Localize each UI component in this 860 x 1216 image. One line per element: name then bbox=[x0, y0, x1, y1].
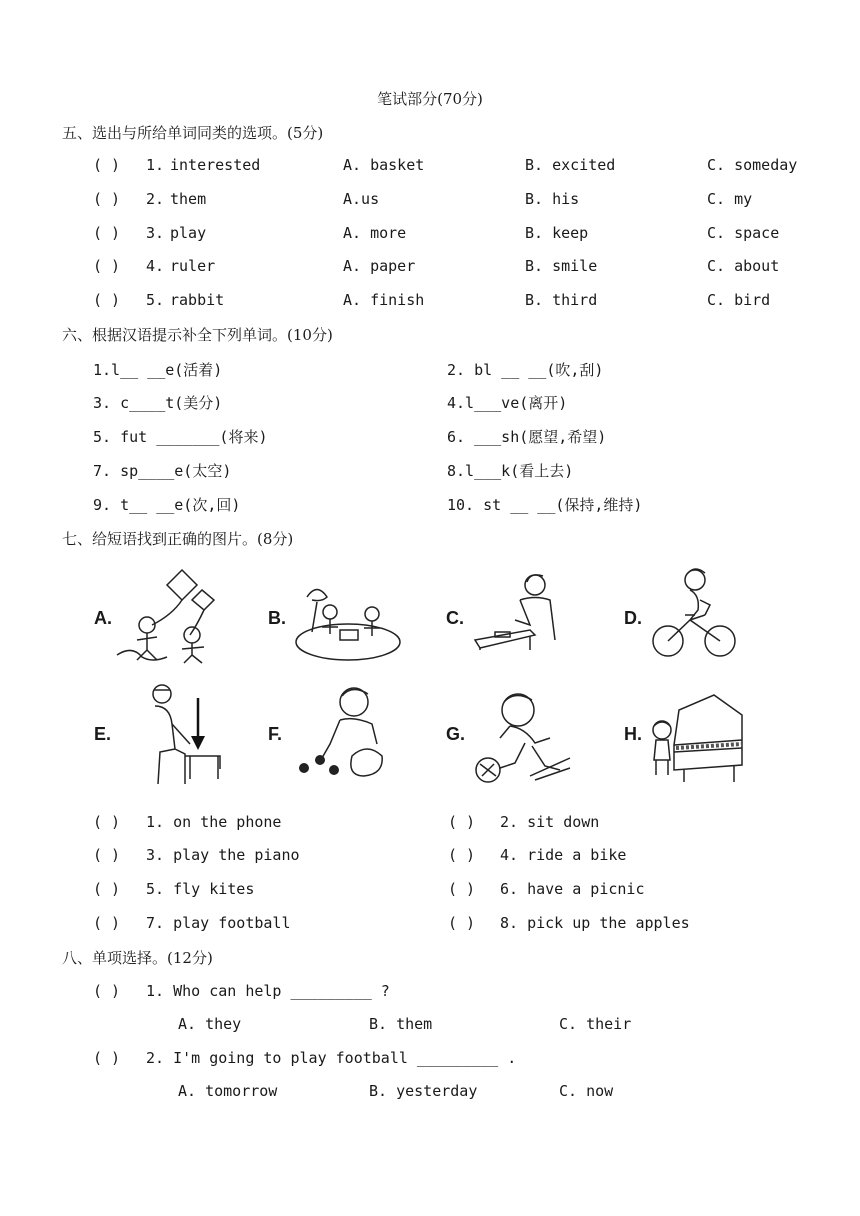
question-number: 2. bbox=[146, 190, 165, 208]
football-picture bbox=[470, 688, 575, 788]
question-word: them bbox=[170, 190, 207, 208]
option-c: C. bird bbox=[707, 291, 771, 309]
option-a: A. finish bbox=[343, 291, 425, 309]
option-a: A. tomorrow bbox=[178, 1082, 278, 1100]
option-c: C. space bbox=[707, 224, 780, 242]
option-c: C. about bbox=[707, 257, 780, 275]
answer-blank[interactable]: ( ) bbox=[93, 190, 121, 208]
picture-label-g: G. bbox=[446, 724, 466, 744]
answer-blank[interactable]: ( ) bbox=[93, 291, 121, 309]
fill-word-item[interactable]: 6. ___sh(愿望,希望) bbox=[447, 428, 607, 446]
answer-blank[interactable]: ( ) bbox=[93, 914, 121, 932]
answer-blank[interactable]: ( ) bbox=[93, 257, 121, 275]
question-stem: 1. Who can help _________ ? bbox=[146, 982, 390, 1000]
answer-blank[interactable]: ( ) bbox=[448, 880, 476, 898]
option-c: C. my bbox=[707, 190, 753, 208]
option-b: B. smile bbox=[525, 257, 598, 275]
picture-label-b: B. bbox=[268, 608, 286, 628]
option-a: A. they bbox=[178, 1015, 242, 1033]
question-word: interested bbox=[170, 156, 261, 174]
phrase-item: 3. play the piano bbox=[146, 846, 300, 864]
picture-label-a: A. bbox=[94, 608, 112, 628]
option-b: B. keep bbox=[525, 224, 589, 242]
answer-blank[interactable]: ( ) bbox=[93, 982, 121, 1000]
option-a: A. basket bbox=[343, 156, 425, 174]
picture-label-d: D. bbox=[624, 608, 642, 628]
fill-word-item[interactable]: 4.l___ve(离开) bbox=[447, 394, 568, 412]
option-a: A. more bbox=[343, 224, 407, 242]
question-word: ruler bbox=[170, 257, 216, 275]
fill-word-item[interactable]: 8.l___k(看上去) bbox=[447, 462, 574, 480]
fill-word-item[interactable]: 2. bl __ __(吹,刮) bbox=[447, 361, 604, 379]
phone-call-picture bbox=[475, 570, 575, 650]
phrase-item: 2. sit down bbox=[500, 813, 600, 831]
fill-word-item[interactable]: 1.l__ __e(活着) bbox=[93, 361, 223, 379]
answer-blank[interactable]: ( ) bbox=[93, 1049, 121, 1067]
answer-blank[interactable]: ( ) bbox=[93, 880, 121, 898]
picture-label-c: C. bbox=[446, 608, 464, 628]
question-stem: 2. I'm going to play football _________ . bbox=[146, 1049, 517, 1067]
picture-label-e: E. bbox=[94, 724, 112, 744]
page-title: 笔试部分(70分) bbox=[377, 90, 483, 108]
answer-blank[interactable]: ( ) bbox=[93, 846, 121, 864]
option-c: C. their bbox=[559, 1015, 632, 1033]
option-a: A.us bbox=[343, 190, 380, 208]
fill-word-item[interactable]: 5. fut _______(将来) bbox=[93, 428, 268, 446]
answer-blank[interactable]: ( ) bbox=[448, 846, 476, 864]
option-c: C. someday bbox=[707, 156, 798, 174]
picture-label-f: F. bbox=[268, 724, 283, 744]
phrase-item: 5. fly kites bbox=[146, 880, 255, 898]
phrase-item: 4. ride a bike bbox=[500, 846, 627, 864]
question-word: play bbox=[170, 224, 207, 242]
picnic-picture bbox=[292, 572, 404, 664]
question-number: 1. bbox=[146, 156, 165, 174]
option-b: B. third bbox=[525, 291, 598, 309]
piano-picture bbox=[644, 690, 746, 785]
answer-blank[interactable]: ( ) bbox=[93, 813, 121, 831]
phrase-item: 6. have a picnic bbox=[500, 880, 645, 898]
question-number: 3. bbox=[146, 224, 165, 242]
question-number: 5. bbox=[146, 291, 165, 309]
kite-flying-picture bbox=[112, 565, 227, 665]
phrase-item: 8. pick up the apples bbox=[500, 914, 690, 932]
question-number: 4. bbox=[146, 257, 165, 275]
answer-blank[interactable]: ( ) bbox=[448, 813, 476, 831]
option-c: C. now bbox=[559, 1082, 614, 1100]
section8-heading: 八、单项选择。(12分) bbox=[62, 949, 213, 967]
sit-down-picture bbox=[140, 684, 230, 789]
fill-word-item[interactable]: 3. c____t(美分) bbox=[93, 394, 223, 412]
picture-label-h: H. bbox=[624, 724, 642, 744]
fill-word-item[interactable]: 9. t__ __e(次,回) bbox=[93, 496, 241, 514]
option-b: B. his bbox=[525, 190, 580, 208]
answer-blank[interactable]: ( ) bbox=[93, 156, 121, 174]
option-b: B. yesterday bbox=[369, 1082, 478, 1100]
section5-heading: 五、选出与所给单词同类的选项。(5分) bbox=[62, 124, 324, 142]
pick-apples-picture bbox=[292, 684, 392, 784]
option-b: B. excited bbox=[525, 156, 616, 174]
option-a: A. paper bbox=[343, 257, 416, 275]
section6-heading: 六、根据汉语提示补全下列单词。(10分) bbox=[62, 326, 333, 344]
answer-blank[interactable]: ( ) bbox=[93, 224, 121, 242]
phrase-item: 7. play football bbox=[146, 914, 291, 932]
question-word: rabbit bbox=[170, 291, 225, 309]
section7-heading: 七、给短语找到正确的图片。(8分) bbox=[62, 530, 294, 548]
fill-word-item[interactable]: 7. sp____e(太空) bbox=[93, 462, 232, 480]
answer-blank[interactable]: ( ) bbox=[448, 914, 476, 932]
option-b: B. them bbox=[369, 1015, 433, 1033]
fill-word-item[interactable]: 10. st __ __(保持,维持) bbox=[447, 496, 643, 514]
phrase-item: 1. on the phone bbox=[146, 813, 282, 831]
bike-riding-picture bbox=[650, 565, 740, 660]
